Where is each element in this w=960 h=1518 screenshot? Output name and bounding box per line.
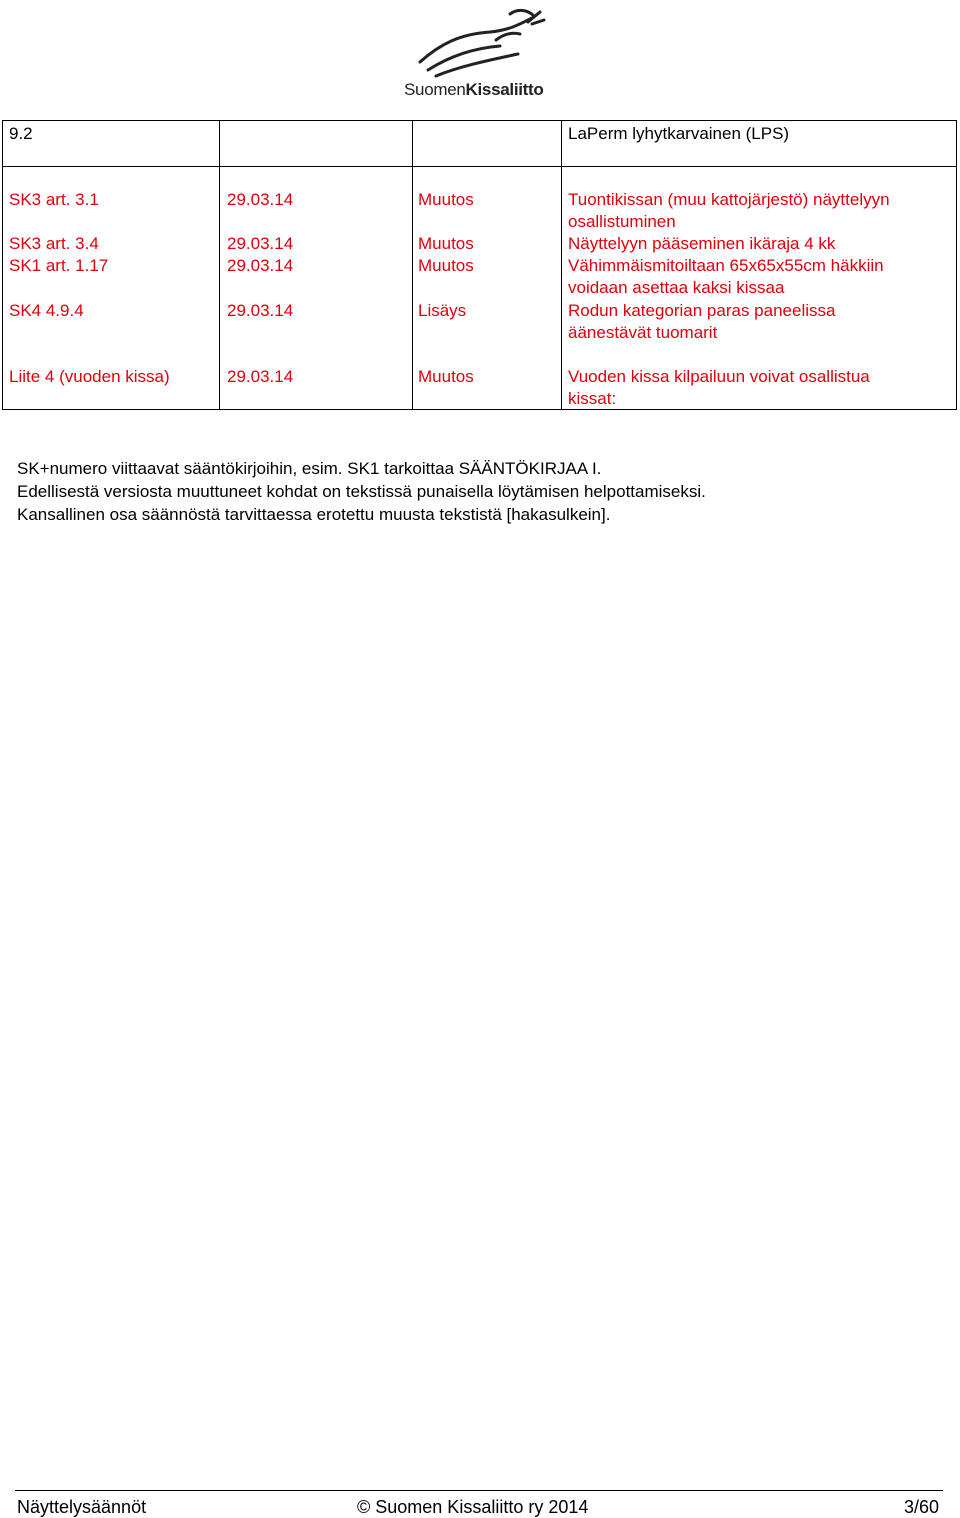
- row-ref: SK3 art. 3.4: [9, 234, 99, 253]
- row-type: Muutos: [418, 190, 474, 209]
- table-border-left: [2, 121, 3, 409]
- row-desc-line: voidaan asettaa kaksi kissaa: [568, 278, 785, 297]
- row-date: 29.03.14: [227, 234, 294, 253]
- logo-wordmark-light: Suomen: [404, 80, 466, 99]
- row-ref: SK1 art. 1.17: [9, 256, 109, 275]
- cat-logo-icon: [400, 4, 560, 84]
- row-type: Muutos: [418, 234, 474, 253]
- row-desc-line: äänestävät tuomarit: [568, 323, 718, 342]
- row-ref: SK4 4.9.4: [9, 301, 84, 320]
- table-header-divider: [2, 166, 957, 167]
- logo-wordmark-bold: Kissaliitto: [465, 80, 544, 99]
- row-desc-line: Vähimmäismitoiltaan 65x65x55cm häkkiin: [568, 256, 884, 275]
- row-date: 29.03.14: [227, 190, 294, 209]
- row-desc-line: Tuontikissan (muu kattojärjestö) näyttelyyn: [568, 190, 890, 209]
- table-divider-2: [412, 121, 413, 409]
- row-desc-line: Rodun kategorian paras paneelissa: [568, 301, 836, 320]
- footer-doc-title: Näyttelysäännöt: [17, 1497, 147, 1517]
- row-type: Muutos: [418, 256, 474, 275]
- row-ref: SK3 art. 3.1: [9, 190, 99, 209]
- row-ref: Liite 4 (vuoden kissa): [9, 367, 170, 386]
- note-line: Kansallinen osa säännöstä tarvittaessa erotettu muusta tekstistä [hakasulkein].: [17, 505, 611, 524]
- changes-table: [2, 120, 957, 410]
- row-desc-line: osallistuminen: [568, 212, 676, 231]
- notes-block: [17, 457, 706, 526]
- row-desc-line: Vuoden kissa kilpailuun voivat osallistua: [568, 367, 870, 386]
- footer-copyright: © Suomen Kissaliitto ry 2014: [357, 1497, 589, 1517]
- note-line: Edellisestä versiosta muuttuneet kohdat on tekstissä punaisella löytämisen helpottamiseksi.: [17, 482, 706, 501]
- logo-wordmark: [404, 80, 543, 100]
- row-type: Lisäys: [418, 301, 467, 320]
- row-type: Muutos: [418, 367, 474, 386]
- note-line: SK+numero viittaavat sääntökirjoihin, esim. SK1 tarkoittaa SÄÄNTÖKIRJAA I.: [17, 459, 602, 478]
- row-desc-line: Näyttelyyn pääseminen ikäraja 4 kk: [568, 234, 836, 253]
- row-desc-line: kissat:: [568, 389, 617, 408]
- breed-title: LaPerm lyhytkarvainen (LPS): [568, 124, 790, 143]
- row-date: 29.03.14: [227, 256, 294, 275]
- row-date: 29.03.14: [227, 301, 294, 320]
- table-divider-1: [219, 121, 220, 409]
- footer-rule: [15, 1490, 943, 1491]
- table-border-right: [956, 121, 957, 409]
- row-date: 29.03.14: [227, 367, 294, 386]
- section-number: 9.2: [9, 124, 33, 143]
- table-divider-3: [561, 121, 562, 409]
- footer-page-number: 3/60: [904, 1497, 940, 1517]
